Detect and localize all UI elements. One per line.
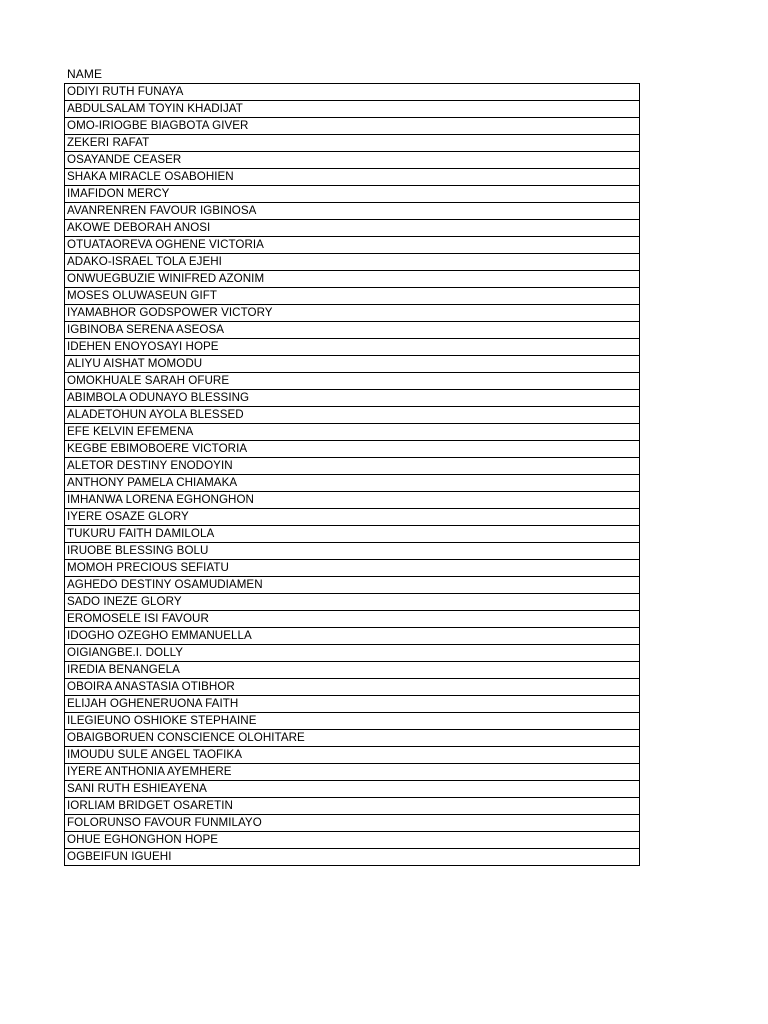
table-row (65, 560, 640, 577)
name-cell[interactable]: TUKURU FAITH DAMILOLA (65, 526, 640, 543)
name-cell[interactable]: OMO-IRIOGBE BIAGBOTA GIVER (65, 118, 640, 135)
name-cell[interactable]: OSAYANDE CEASER (65, 152, 640, 169)
table-row (65, 526, 640, 543)
table-row (65, 118, 640, 135)
name-cell[interactable]: IGBINOBA SERENA ASEOSA (65, 322, 640, 339)
table-row (65, 492, 640, 509)
table-row (65, 424, 640, 441)
table-row (65, 475, 640, 492)
name-cell[interactable]: ALETOR DESTINY ENODOYIN (65, 458, 640, 475)
table-row (65, 288, 640, 305)
name-cell[interactable]: ELIJAH OGHENERUONA FAITH (65, 696, 640, 713)
name-table (64, 83, 640, 866)
name-cell[interactable]: IRUOBE BLESSING BOLU (65, 543, 640, 560)
table-row (65, 203, 640, 220)
name-cell[interactable]: SHAKA MIRACLE OSABOHIEN (65, 169, 640, 186)
name-cell[interactable]: OIGIANGBE.I. DOLLY (65, 645, 640, 662)
table-row (65, 662, 640, 679)
name-cell[interactable]: AGHEDO DESTINY OSAMUDIAMEN (65, 577, 640, 594)
name-cell[interactable]: OHUE EGHONGHON HOPE (65, 832, 640, 849)
table-row (65, 220, 640, 237)
table-row (65, 832, 640, 849)
table-row (65, 135, 640, 152)
table-row (65, 152, 640, 169)
name-cell[interactable]: IMAFIDON MERCY (65, 186, 640, 203)
name-cell[interactable]: OBOIRA ANASTASIA OTIBHOR (65, 679, 640, 696)
name-cell[interactable]: EFE KELVIN EFEMENA (65, 424, 640, 441)
name-cell[interactable]: IMHANWA LORENA EGHONGHON (65, 492, 640, 509)
name-cell[interactable]: IORLIAM BRIDGET OSARETIN (65, 798, 640, 815)
name-cell[interactable]: OGBEIFUN IGUEHI (65, 849, 640, 866)
table-row (65, 798, 640, 815)
table-row (65, 101, 640, 118)
table-row (65, 849, 640, 866)
name-cell[interactable]: ZEKERI RAFAT (65, 135, 640, 152)
table-row (65, 611, 640, 628)
table-row (65, 237, 640, 254)
table-row (65, 373, 640, 390)
table-row (65, 339, 640, 356)
table-row (65, 543, 640, 560)
name-cell[interactable]: IYAMABHOR GODSPOWER VICTORY (65, 305, 640, 322)
name-cell[interactable]: ADAKO-ISRAEL TOLA EJEHI (65, 254, 640, 271)
table-row (65, 407, 640, 424)
name-cell[interactable]: IYERE ANTHONIA AYEMHERE (65, 764, 640, 781)
name-cell[interactable]: OTUATAOREVA OGHENE VICTORIA (65, 237, 640, 254)
name-cell[interactable]: OBAIGBORUEN CONSCIENCE OLOHITARE (65, 730, 640, 747)
name-sheet (64, 66, 640, 866)
name-cell[interactable]: IDOGHO OZEGHO EMMANUELLA (65, 628, 640, 645)
table-row (65, 815, 640, 832)
name-cell[interactable]: ILEGIEUNO OSHIOKE STEPHAINE (65, 713, 640, 730)
name-cell[interactable]: IDEHEN ENOYOSAYI HOPE (65, 339, 640, 356)
table-row (65, 747, 640, 764)
table-row (65, 322, 640, 339)
table-row (65, 305, 640, 322)
table-row (65, 696, 640, 713)
name-cell[interactable]: FOLORUNSO FAVOUR FUNMILAYO (65, 815, 640, 832)
name-cell[interactable]: KEGBE EBIMOBOERE VICTORIA (65, 441, 640, 458)
table-row (65, 509, 640, 526)
name-cell[interactable]: IYERE OSAZE GLORY (65, 509, 640, 526)
name-cell[interactable]: AKOWE DEBORAH ANOSI (65, 220, 640, 237)
name-cell[interactable]: ABIMBOLA ODUNAYO BLESSING (65, 390, 640, 407)
column-header-name: NAME (67, 67, 103, 81)
table-row (65, 645, 640, 662)
table-row (65, 577, 640, 594)
table-row (65, 713, 640, 730)
name-cell[interactable]: ONWUEGBUZIE WINIFRED AZONIM (65, 271, 640, 288)
name-cell[interactable]: ODIYI RUTH FUNAYA (65, 84, 640, 101)
table-row (65, 628, 640, 645)
name-cell[interactable]: ALIYU AISHAT MOMODU (65, 356, 640, 373)
table-row (65, 356, 640, 373)
table-row (65, 441, 640, 458)
table-row (65, 730, 640, 747)
table-row (65, 271, 640, 288)
table-row (65, 254, 640, 271)
table-row (65, 390, 640, 407)
table-row (65, 679, 640, 696)
table-row (65, 84, 640, 101)
table-row (65, 781, 640, 798)
name-cell[interactable]: OMOKHUALE SARAH OFURE (65, 373, 640, 390)
name-cell[interactable]: AVANRENREN FAVOUR IGBINOSA (65, 203, 640, 220)
name-cell[interactable]: MOSES OLUWASEUN GIFT (65, 288, 640, 305)
name-cell[interactable]: MOMOH PRECIOUS SEFIATU (65, 560, 640, 577)
name-cell[interactable]: SANI RUTH ESHIEAYENA (65, 781, 640, 798)
table-row (65, 594, 640, 611)
name-cell[interactable]: ALADETOHUN AYOLA BLESSED (65, 407, 640, 424)
table-row (65, 764, 640, 781)
name-rows (65, 84, 640, 866)
name-cell[interactable]: ABDULSALAM TOYIN KHADIJAT (65, 101, 640, 118)
table-row (65, 169, 640, 186)
name-cell[interactable]: IMOUDU SULE ANGEL TAOFIKA (65, 747, 640, 764)
name-cell[interactable]: IREDIA BENANGELA (65, 662, 640, 679)
table-row (65, 458, 640, 475)
name-cell[interactable]: ANTHONY PAMELA CHIAMAKA (65, 475, 640, 492)
name-cell[interactable]: SADO INEZE GLORY (65, 594, 640, 611)
table-row (65, 186, 640, 203)
name-cell[interactable]: EROMOSELE ISI FAVOUR (65, 611, 640, 628)
